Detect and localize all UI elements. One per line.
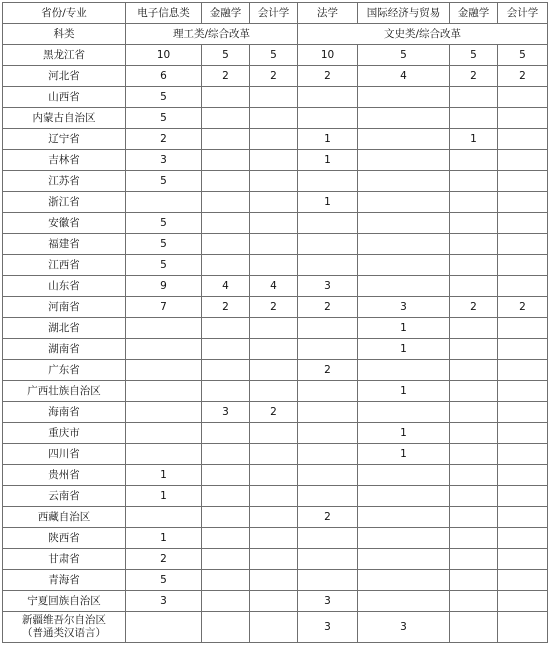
quota-cell [298,570,358,591]
table-row [3,486,548,507]
province-cell: 重庆市 [3,423,126,444]
table-row [3,318,548,339]
quota-cell: 1 [358,423,450,444]
major-header: 国际经济与贸易 [358,3,450,24]
quota-cell [450,444,498,465]
quota-cell: 2 [202,66,250,87]
province-cell: 山东省 [3,276,126,297]
quota-cell: 4 [250,276,298,297]
table-row [3,192,548,213]
quota-cell: 3 [298,591,358,612]
quota-cell [202,360,250,381]
quota-cell [498,570,548,591]
province-cell: 江西省 [3,255,126,276]
quota-cell [358,570,450,591]
quota-cell: 3 [358,612,450,643]
quota-cell [358,108,450,129]
quota-cell [202,87,250,108]
quota-cell [250,150,298,171]
quota-cell: 5 [202,45,250,66]
quota-cell [450,381,498,402]
major-header: 金融学 [202,3,250,24]
quota-cell [498,318,548,339]
quota-cell [250,129,298,150]
quota-cell: 5 [250,45,298,66]
quota-cell [498,87,548,108]
quota-cell [250,507,298,528]
table-row [3,444,548,465]
quota-cell [450,612,498,643]
quota-cell [250,423,298,444]
province-cell: 广西壮族自治区 [3,381,126,402]
quota-cell [298,87,358,108]
quota-cell [358,171,450,192]
quota-cell [450,507,498,528]
quota-cell [498,444,548,465]
quota-cell: 2 [298,360,358,381]
quota-cell: 3 [202,402,250,423]
quota-cell [358,192,450,213]
province-cell: 西藏自治区 [3,507,126,528]
quota-cell [450,591,498,612]
quota-cell [450,87,498,108]
quota-cell [450,549,498,570]
table-row [3,612,548,643]
quota-cell [126,423,202,444]
quota-cell [250,486,298,507]
quota-cell: 1 [358,444,450,465]
quota-cell [202,570,250,591]
quota-cell [358,507,450,528]
quota-cell: 2 [250,66,298,87]
quota-cell [450,108,498,129]
quota-cell [202,213,250,234]
quota-cell [358,276,450,297]
quota-cell: 2 [498,66,548,87]
quota-cell: 5 [450,45,498,66]
quota-cell [298,171,358,192]
quota-cell [498,255,548,276]
quota-cell [202,150,250,171]
table-body [3,45,548,643]
quota-cell [498,465,548,486]
table-row [3,402,548,423]
province-cell: 江苏省 [3,171,126,192]
quota-cell [126,360,202,381]
quota-cell [202,234,250,255]
province-cell: 贵州省 [3,465,126,486]
quota-cell [358,402,450,423]
quota-cell: 1 [358,339,450,360]
quota-cell [202,591,250,612]
quota-cell [250,213,298,234]
quota-cell: 5 [126,171,202,192]
quota-cell [250,528,298,549]
quota-cell [250,360,298,381]
quota-cell: 2 [498,297,548,318]
province-cell: 陕西省 [3,528,126,549]
table-row [3,276,548,297]
quota-cell [498,234,548,255]
table-row [3,507,548,528]
quota-cell [298,549,358,570]
table-row [3,108,548,129]
quota-cell: 1 [298,129,358,150]
quota-cell [298,213,358,234]
quota-cell: 5 [126,234,202,255]
province-cell: 吉林省 [3,150,126,171]
quota-cell: 3 [126,150,202,171]
quota-cell [250,255,298,276]
quota-cell [498,507,548,528]
quota-cell: 2 [298,66,358,87]
major-header: 法学 [298,3,358,24]
quota-cell [250,591,298,612]
quota-cell: 1 [358,318,450,339]
category-header-row [3,24,548,45]
quota-cell [358,234,450,255]
quota-cell [498,528,548,549]
province-cell: 云南省 [3,486,126,507]
quota-cell: 2 [250,297,298,318]
quota-cell [498,591,548,612]
quota-cell [298,255,358,276]
quota-cell [498,549,548,570]
quota-cell [202,444,250,465]
quota-cell: 9 [126,276,202,297]
quota-cell: 1 [126,528,202,549]
province-cell: 河南省 [3,297,126,318]
quota-cell [358,255,450,276]
quota-cell [450,234,498,255]
quota-cell: 2 [202,297,250,318]
quota-cell: 5 [126,570,202,591]
quota-cell [250,108,298,129]
table-row [3,360,548,381]
quota-cell [450,276,498,297]
table-row [3,381,548,402]
province-cell: 青海省 [3,570,126,591]
quota-cell: 1 [126,465,202,486]
table-row [3,150,548,171]
enrollment-quota-table [2,2,548,643]
category-label: 科类 [3,24,126,45]
quota-cell [498,108,548,129]
quota-cell [450,528,498,549]
quota-cell: 2 [298,507,358,528]
major-header: 会计学 [498,3,548,24]
quota-cell [298,423,358,444]
province-cell: 浙江省 [3,192,126,213]
quota-cell [202,549,250,570]
quota-cell: 2 [450,297,498,318]
quota-cell [450,171,498,192]
quota-cell: 10 [126,45,202,66]
quota-cell: 2 [126,549,202,570]
quota-cell: 2 [126,129,202,150]
table-row [3,339,548,360]
quota-cell [498,192,548,213]
quota-cell: 2 [450,66,498,87]
quota-cell [298,234,358,255]
table-row [3,129,548,150]
province-cell: 黑龙江省 [3,45,126,66]
quota-cell [250,612,298,643]
table-row [3,570,548,591]
quota-cell [250,381,298,402]
quota-cell [298,444,358,465]
quota-cell [358,150,450,171]
quota-cell [358,549,450,570]
quota-cell [498,171,548,192]
arts-group-header: 文史类/综合改革 [298,24,548,45]
quota-cell [202,192,250,213]
quota-cell [358,129,450,150]
quota-cell [298,465,358,486]
quota-cell [250,339,298,360]
quota-cell [202,255,250,276]
quota-cell [126,339,202,360]
quota-cell [126,381,202,402]
quota-cell [450,339,498,360]
quota-cell [202,108,250,129]
quota-cell: 1 [298,192,358,213]
quota-cell [126,444,202,465]
quota-cell [202,423,250,444]
quota-cell [358,528,450,549]
province-cell: 山西省 [3,87,126,108]
quota-cell [250,465,298,486]
quota-cell [126,612,202,643]
quota-cell: 1 [358,381,450,402]
quota-cell [250,192,298,213]
quota-cell: 5 [126,213,202,234]
table-row [3,255,548,276]
quota-cell: 3 [298,276,358,297]
table-row [3,549,548,570]
province-cell: 辽宁省 [3,129,126,150]
quota-cell: 1 [298,150,358,171]
quota-cell [126,192,202,213]
table-row [3,465,548,486]
province-cell: 福建省 [3,234,126,255]
quota-cell [202,171,250,192]
quota-cell [298,528,358,549]
quota-cell: 3 [298,612,358,643]
table-row [3,528,548,549]
province-note-line: （普通类汉语言） [22,627,106,639]
quota-cell: 7 [126,297,202,318]
quota-cell [202,318,250,339]
science-group-header: 理工类/综合改革 [126,24,298,45]
quota-cell [250,318,298,339]
quota-cell: 5 [126,87,202,108]
quota-cell [450,402,498,423]
quota-cell [298,318,358,339]
quota-cell [202,465,250,486]
quota-cell [202,129,250,150]
quota-cell [298,486,358,507]
quota-cell [450,570,498,591]
province-name-line: 新疆维吾尔自治区 [22,614,106,626]
table-row [3,66,548,87]
quota-cell [450,255,498,276]
quota-cell [202,528,250,549]
major-header: 金融学 [450,3,498,24]
quota-cell: 5 [126,255,202,276]
quota-cell [358,465,450,486]
quota-cell: 4 [202,276,250,297]
table-row [3,591,548,612]
quota-cell [450,465,498,486]
table-row [3,171,548,192]
table-row [3,213,548,234]
table-row [3,234,548,255]
quota-cell [202,339,250,360]
quota-cell [358,87,450,108]
quota-cell [450,318,498,339]
quota-cell [498,339,548,360]
province-cell: 湖北省 [3,318,126,339]
quota-cell [250,444,298,465]
quota-cell [250,570,298,591]
quota-cell: 1 [126,486,202,507]
quota-cell [298,339,358,360]
quota-cell: 2 [298,297,358,318]
quota-cell: 2 [250,402,298,423]
quota-cell [450,486,498,507]
quota-cell [498,402,548,423]
province-cell: 海南省 [3,402,126,423]
quota-cell [498,276,548,297]
quota-cell [498,381,548,402]
quota-cell [126,318,202,339]
quota-cell [450,423,498,444]
quota-cell: 5 [498,45,548,66]
province-cell: 内蒙古自治区 [3,108,126,129]
quota-cell [450,150,498,171]
major-header: 电子信息类 [126,3,202,24]
province-cell: 宁夏回族自治区 [3,591,126,612]
quota-cell [498,129,548,150]
quota-cell [250,87,298,108]
quota-cell [498,213,548,234]
quota-cell [250,549,298,570]
quota-cell [126,507,202,528]
province-cell: 广东省 [3,360,126,381]
quota-cell: 10 [298,45,358,66]
quota-cell: 3 [358,297,450,318]
province-cell: 四川省 [3,444,126,465]
table-row [3,297,548,318]
province-cell: 甘肃省 [3,549,126,570]
quota-cell: 4 [358,66,450,87]
province-major-header: 省份/专业 [3,3,126,24]
quota-cell: 1 [450,129,498,150]
quota-cell [250,234,298,255]
quota-cell [450,213,498,234]
quota-cell [358,360,450,381]
quota-cell [498,360,548,381]
province-cell: 河北省 [3,66,126,87]
quota-cell [358,486,450,507]
quota-cell [126,402,202,423]
quota-cell: 3 [126,591,202,612]
quota-cell [202,612,250,643]
quota-cell: 5 [358,45,450,66]
quota-cell [202,486,250,507]
province-cell: 安徽省 [3,213,126,234]
quota-cell: 5 [126,108,202,129]
quota-cell [298,381,358,402]
quota-cell: 6 [126,66,202,87]
table-row [3,87,548,108]
quota-cell [498,150,548,171]
quota-cell [498,423,548,444]
major-header: 会计学 [250,3,298,24]
quota-cell [202,507,250,528]
quota-cell [250,171,298,192]
quota-cell [358,213,450,234]
quota-cell [498,612,548,643]
quota-cell [450,360,498,381]
quota-cell [298,402,358,423]
major-header-row [3,3,548,24]
table-row [3,45,548,66]
province-cell [3,612,126,643]
province-cell: 湖南省 [3,339,126,360]
quota-cell [450,192,498,213]
table-row [3,423,548,444]
quota-cell [298,108,358,129]
quota-cell [498,486,548,507]
quota-cell [202,381,250,402]
quota-cell [358,591,450,612]
